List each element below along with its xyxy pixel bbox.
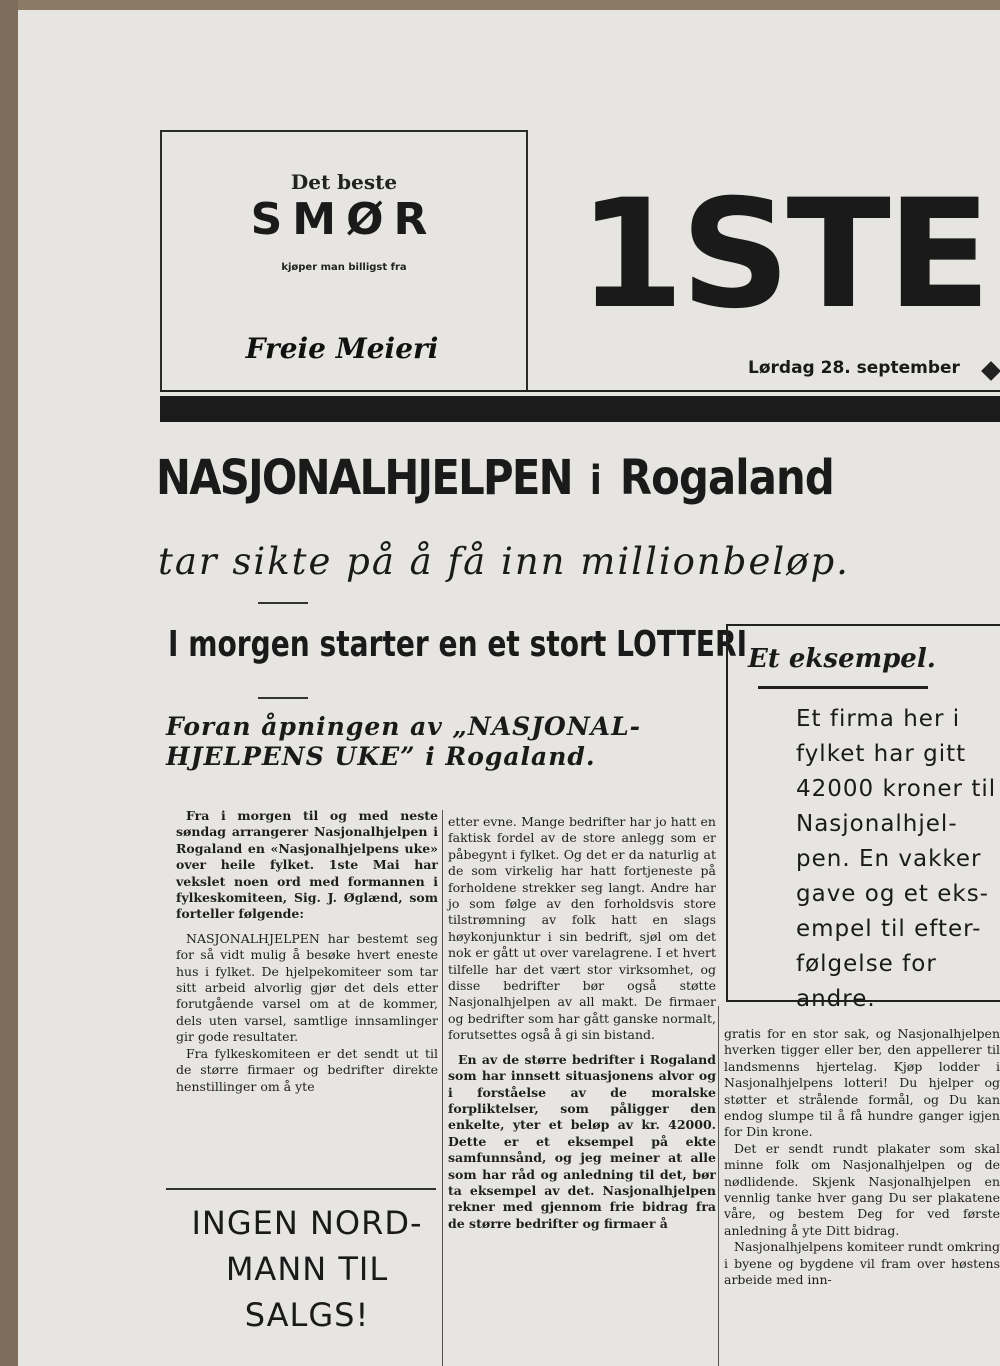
example-title: Et eksempel. (748, 644, 936, 674)
divider-short (258, 602, 308, 604)
ad-subtext: kjøper man billigst fra (281, 262, 407, 273)
divider-short (258, 697, 308, 699)
page-edge (0, 0, 18, 1366)
issue-date: Lørdag 28. september (748, 358, 960, 378)
article-paragraph-bold: En av de større bedrifter i Rogaland som har innsett situasjonens alvor og i forståelse av de moralske forpliktelser, som påligger den enkelte, yter et beløp av kr. 42000. Dette er et eksempel på ekte samfunnsånd, og jeg meiner at alle som har råd og anledning til det, bør ta eksempel av det. Nasjonalhjelpen rekner med gjennom frie bidrag fra de større bedrifter og firmaer å (448, 1051, 716, 1231)
article-column-3 (724, 1026, 1000, 1289)
diamond-ornament-icon (981, 361, 1000, 381)
headline-part-2: i (589, 458, 602, 504)
main-headline (156, 450, 904, 506)
example-box (726, 624, 1000, 1012)
article-paragraph: Fra fylkeskomiteen er det sendt ut til de større firmaer og bedrifter direkte henstillinger om å yte (176, 1045, 438, 1094)
ad-main-word: SMØR (250, 194, 438, 245)
sub-headline: tar sikte på å få inn millionbeløp. (158, 540, 850, 583)
article-paragraph: etter evne. Mange bedrifter har jo hatt en faktisk fordel av de store anlegg som er påbegynt i fylket. Og det er da naturlig at de som virkelig har hatt fortjeneste på forholdene strekker seg langt. Andre har jo som følge av den forholdsvis store tilstrømning av folk hatt en slags høykonjunktur i sin bedrift, sjøl om det nok er gått ut over varelagrene. I et hvert tilfelle har det vært stor virksomhet, og disse bedrifter bør også støtte Nasjonalhjelpen av all makt. De firmaer og bedrifter som har gått ganske normalt, forutsettes også å gi sin bistand. (448, 814, 716, 1043)
article-lead: Fra i morgen til og med neste søndag arrangerer Nasjonalhjelpen i Rogaland en «Nasjonalhjelpens uke» over heile fylket. 1ste Mai har vekslet noen ord med formannen i fylkeskomiteen, Sig. J. Øglænd, som forteller følgende: (176, 808, 438, 922)
slogan-rule (166, 1188, 436, 1190)
headline-part-1: NASJONALHJELPEN (156, 450, 572, 506)
masthead-rule-thick (160, 396, 1000, 422)
slogan-block (166, 1200, 448, 1338)
example-title-underline (758, 686, 928, 689)
article-paragraph: NASJONALHJELPEN har bestemt seg for så vidt mulig å besøke hvert eneste hus i fylket. De hjelpekomiteer som tar sitt arbeid alvorlig gjør det dels etter forutgående varsel om at de kommer, dels uten varsel, samtlige innsamlinger gir gode resultater. (176, 930, 438, 1045)
butter-advertisement (160, 130, 528, 392)
newspaper-page (18, 10, 1000, 1366)
masthead-title: 1STE (578, 168, 988, 342)
column-rule (718, 1006, 719, 1366)
article-column-2 (448, 814, 716, 1232)
ad-signature-logo: Freie Meieri (245, 332, 439, 365)
ad-pretext: Det beste (290, 170, 398, 194)
article-paragraph: gratis for en stor sak, og Nasjonalhjelpen hverken tigger eller ber, den appellerer til landsmenns hjertelag. Kjøp lodder i Nasjonalhjelpens lotteri! Du hjelper og støtter et strålende formål, og Du kan endog slumpe til å få hundre ganger igjen for Din krone. (724, 1026, 1000, 1140)
lottery-headline: I morgen starter en et stort LOTTERI (168, 624, 748, 665)
headline-part-3: Rogaland (619, 450, 834, 506)
article-column-1 (176, 808, 438, 1095)
article-paragraph: Det er sendt rundt plakater som skal minne folk om Nasjonalhjelpen og de nødlidende. Skjenk Nasjonalhjelpen en vennlig tanke hver gang Du ser plakatene våre, og bestem Deg for ved første anledning å yte Ditt bidrag. (724, 1140, 1000, 1238)
section-intro-headline: Foran åpningen av „NASJONAL-HJELPENS UKE” i Rogaland. (166, 712, 642, 771)
example-body: Et firma her i fylket har gitt 42000 kroner til Nasjonalhjel-pen. En vakker gave og et eks-empel til efter-følgelse for andre. (796, 706, 997, 1012)
slogan-line-3: SALGS! (244, 1296, 370, 1334)
slogan-line-2: MANN TIL (225, 1250, 389, 1288)
masthead-rule-thin (160, 390, 1000, 392)
article-paragraph: Nasjonalhjelpens komiteer rundt omkring i byene og bygdene vil fram over høstens arbeide med inn- (724, 1239, 1000, 1288)
slogan-line-1: INGEN NORD- (191, 1204, 423, 1242)
